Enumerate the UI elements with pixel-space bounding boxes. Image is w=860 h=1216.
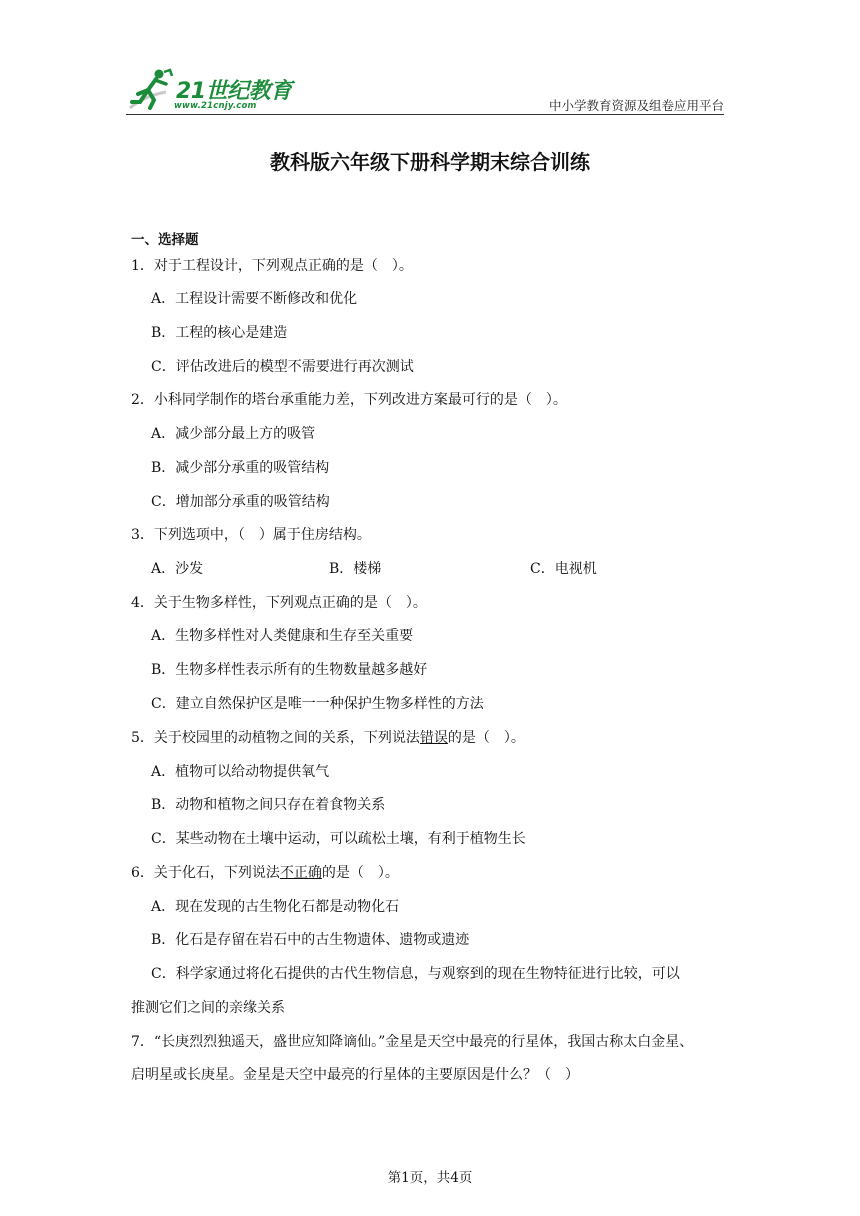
stem-text: 5．关于校园里的动植物之间的关系，下列说法 — [131, 730, 420, 746]
option: B．动物和植物之间只存在着食物关系 — [151, 797, 386, 813]
question-stem — [131, 728, 525, 748]
logo-url: www.21cnjy.com — [174, 101, 257, 111]
question-stem: 3．下列选项中，（ ）属于住房结构。 — [131, 527, 371, 543]
question-stem: 7．“长庚烈烈独遥天，盛世应知降谪仙。”金星是天空中最亮的行星体，我国古称太白金星、 — [131, 1034, 694, 1050]
question-stem-continuation: 启明星或长庚星。金星是天空中最亮的行星体的主要原因是什么？（ ） — [131, 1067, 579, 1083]
question-stem: 2．小科同学制作的塔台承重能力差，下列改进方案最可行的是（ ）。 — [131, 392, 567, 408]
option: C．科学家通过将化石提供的古代生物信息，与观察到的现在生物特征进行比较，可以 — [151, 966, 680, 982]
logo — [126, 68, 296, 116]
option: B．工程的核心是建造 — [151, 325, 288, 341]
option: C．建立自然保护区是唯一一种保护生物多样性的方法 — [151, 696, 484, 712]
page-title: 教科版六年级下册科学期末综合训练 — [270, 150, 590, 174]
platform-label: 中小学教育资源及组卷应用平台 — [548, 98, 724, 113]
option: C．评估改进后的模型不需要进行再次测试 — [151, 359, 414, 375]
option: A．植物可以给动物提供氧气 — [151, 764, 330, 780]
runner-logo-icon — [126, 68, 178, 114]
option: B．减少部分承重的吸管结构 — [151, 460, 330, 476]
option: A．现在发现的古生物化石都是动物化石 — [151, 899, 400, 915]
stem-text: 6．关于化石，下列说法 — [131, 865, 280, 881]
logo-text: 21世纪教育 — [176, 79, 292, 104]
option: C．增加部分承重的吸管结构 — [151, 494, 330, 510]
option: A．减少部分最上方的吸管 — [151, 426, 316, 442]
stem-emphasis: 不正确 — [279, 865, 322, 881]
question-stem — [131, 863, 399, 883]
option: B．化石是存留在岩石中的古生物遗体、遗物或遗迹 — [151, 932, 470, 948]
page-number: 第1页，共4页 — [387, 1170, 473, 1186]
question-stem: 4．关于生物多样性，下列观点正确的是（ ）。 — [131, 595, 427, 611]
option: B．生物多样性表示所有的生物数量越多越好 — [151, 662, 428, 678]
option-continuation: 推测它们之间的亲缘关系 — [131, 1000, 285, 1016]
section-heading: 一、选择题 — [131, 232, 199, 248]
stem-text: 的是（ ）。 — [321, 865, 399, 881]
option: C．电视机 — [530, 561, 597, 577]
stem-emphasis: 错误 — [419, 730, 448, 746]
header-divider — [126, 114, 724, 115]
option: A．沙发 — [151, 561, 204, 577]
question-stem: 1．对于工程设计，下列观点正确的是（ ）。 — [131, 258, 413, 274]
option: A．生物多样性对人类健康和生存至关重要 — [151, 628, 414, 644]
stem-text: 的是（ ）。 — [447, 730, 525, 746]
option: C．某些动物在土壤中运动，可以疏松土壤，有利于植物生长 — [151, 831, 526, 847]
option: B．楼梯 — [329, 561, 382, 577]
page-header — [126, 66, 724, 116]
option: A．工程设计需要不断修改和优化 — [151, 291, 358, 307]
